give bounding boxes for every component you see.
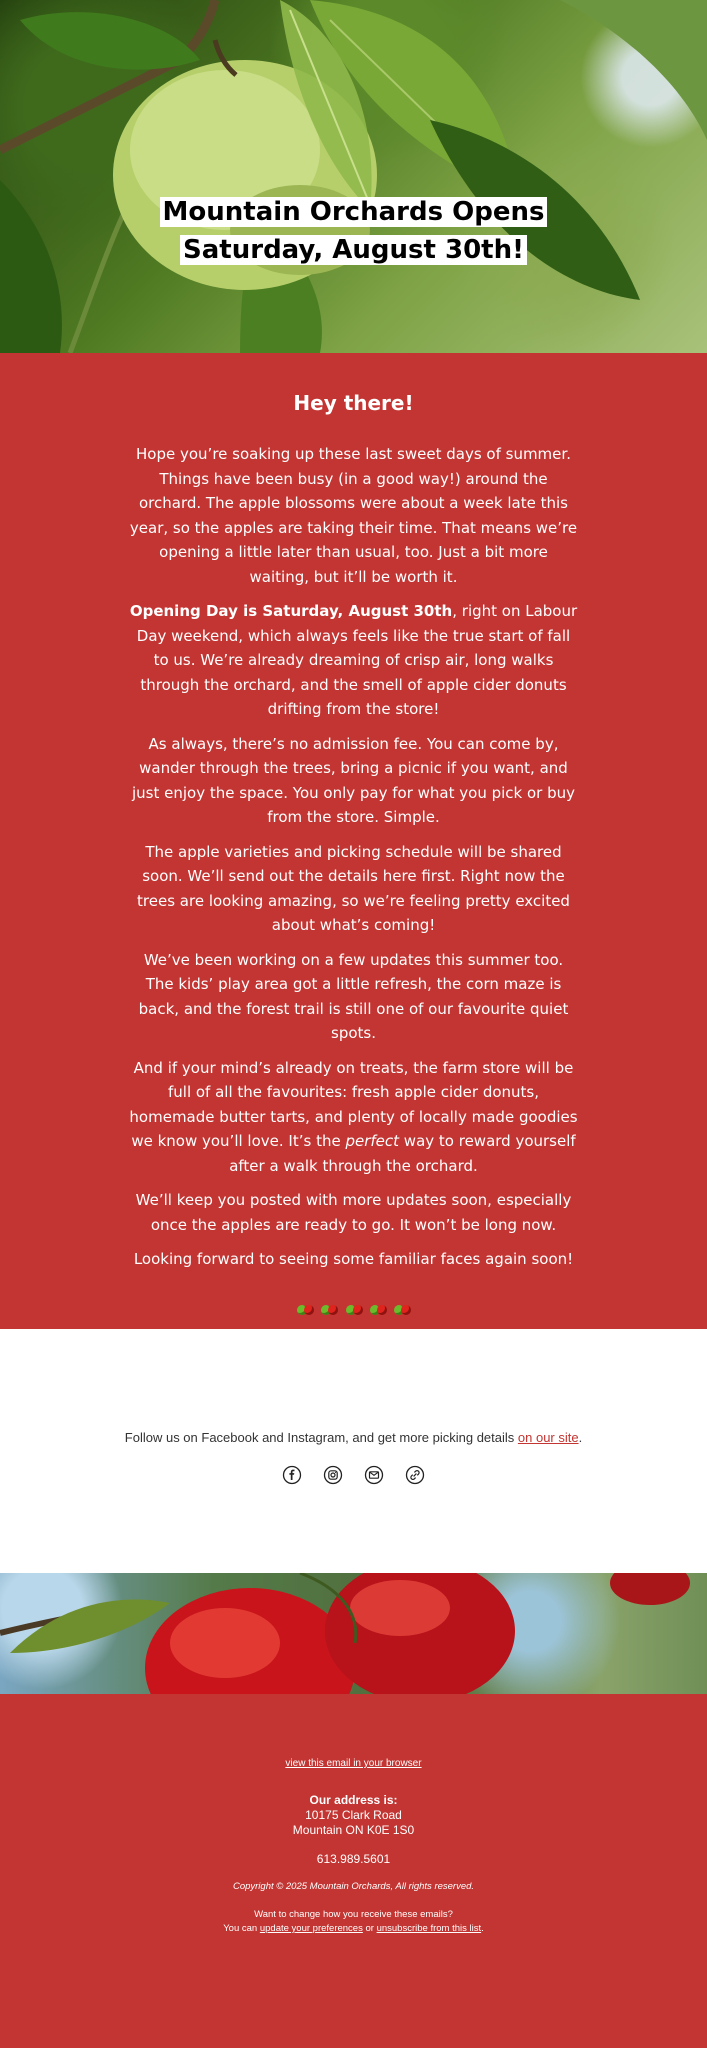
phone-number: 613.989.5601 xyxy=(316,1852,391,1866)
fun-fact-text: Koala bears aren’t actually bears at all. They are not even related to the bear family! They’re marsupials. Who knew? xyxy=(129,1364,578,1431)
preferences-question: Want to change how you receive these emails? xyxy=(254,1909,453,1920)
address-line2: Mountain ON K0E 1S0 xyxy=(292,1823,415,1837)
paragraph-opening-day xyxy=(129,599,579,722)
hero-title-line2: Saturday, August 30th! xyxy=(180,235,527,265)
treats-part1: And if your mind’s already on treats, the farm store will be full of all the favourites: fresh apple cider donuts, homemade butter tarts, and plenty of locally made goodies we know you’ll love. It’s the xyxy=(129,1058,578,1150)
treats-part2: way to reward yourself after a walk through the orchard. xyxy=(229,1132,576,1175)
instagram-icon[interactable] xyxy=(323,1465,343,1485)
paragraph-treats xyxy=(129,1056,579,1179)
paragraph-closing: Looking forward to seeing some familiar faces again soon! xyxy=(133,1250,574,1268)
update-preferences-link[interactable]: update your preferences xyxy=(259,1923,363,1934)
view-in-browser-link[interactable]: view this email in your browser xyxy=(285,1758,422,1769)
apple-pair-icon xyxy=(297,1302,313,1316)
apple-pair-icon xyxy=(346,1302,362,1316)
hero-title xyxy=(0,193,707,269)
hero-banner xyxy=(0,0,707,353)
preferences-line: You can update your preferences or unsubscribe from this list. xyxy=(223,1923,484,1934)
paragraph-admission: As always, there’s no admission fee. You can come by, wander through the trees, bring a picnic if you want, and just enjoy the space. You only pay for what you pick or buy from the store. Simple. xyxy=(131,734,575,826)
paragraph-intro: Hope you’re soaking up these last sweet days of summer. Things have been busy (in a good way!) around the orchard. The apple blossoms were about a week late this year, so the apples are taking their time. That means we’re opening a little later than usual, too. Just a bit more waiting, but it’ll be worth it. xyxy=(129,445,578,586)
apple-pair-icon xyxy=(394,1302,410,1316)
apple-pair-icon xyxy=(370,1302,386,1316)
paragraph-updates: We’ve been working on a few updates this summer too. The kids’ play area got a little refresh, the corn maze is back, and the forest trail is still one of our favourite quiet spots. xyxy=(138,950,569,1042)
apple-pair-icon xyxy=(321,1302,337,1316)
social-icons xyxy=(0,1465,707,1485)
social-text: Follow us on Facebook and Instagram, and get more picking details on our site. xyxy=(124,1430,583,1445)
green-apple-image xyxy=(0,0,707,353)
hero-title-line1: Mountain Orchards Opens xyxy=(160,197,548,227)
paragraph-varieties: The apple varieties and picking schedule will be shared soon. We’ll send out the details here first. Right now the trees are looking amazing, so we’re feeling pretty excited about what’s coming! xyxy=(137,842,570,934)
address-heading: Our address is: xyxy=(309,1793,398,1807)
newsletter-body xyxy=(0,353,707,1431)
opening-day-rest: , right on Labour Day weekend, which always feels like the true start of fall to us. We’re already dreaming of crisp air, long walks through the orchard, and the smell of apple cider donuts drifting from the store! xyxy=(136,602,578,718)
red-apples-image xyxy=(0,1573,707,1694)
view-in-browser xyxy=(0,1758,707,1769)
email-icon[interactable] xyxy=(364,1465,384,1485)
paragraph-posted: We’ll keep you posted with more updates soon, especially once the apples are ready to go. It won’t be long now. xyxy=(135,1191,572,1234)
facebook-icon[interactable] xyxy=(282,1465,302,1485)
opening-day-bold: Opening Day is Saturday, August 30th xyxy=(129,602,453,620)
fun-fact-label: Newsletter Fun Fact: xyxy=(129,1364,294,1381)
address-line1: 10175 Clark Road xyxy=(305,1808,402,1822)
preferences-block xyxy=(0,1908,707,1936)
site-link[interactable]: on our site xyxy=(517,1430,579,1445)
treats-emphasis: perfect xyxy=(345,1132,400,1150)
link-icon[interactable] xyxy=(405,1465,425,1485)
apple-divider xyxy=(0,1302,707,1320)
red-apples-banner xyxy=(0,1573,707,1694)
greeting-heading: Hey there! xyxy=(293,391,414,415)
unsubscribe-link[interactable]: unsubscribe from this list xyxy=(376,1923,482,1934)
footer xyxy=(0,1694,707,2048)
copyright: Copyright © 2025 Mountain Orchards, All rights reserved. xyxy=(232,1881,475,1892)
